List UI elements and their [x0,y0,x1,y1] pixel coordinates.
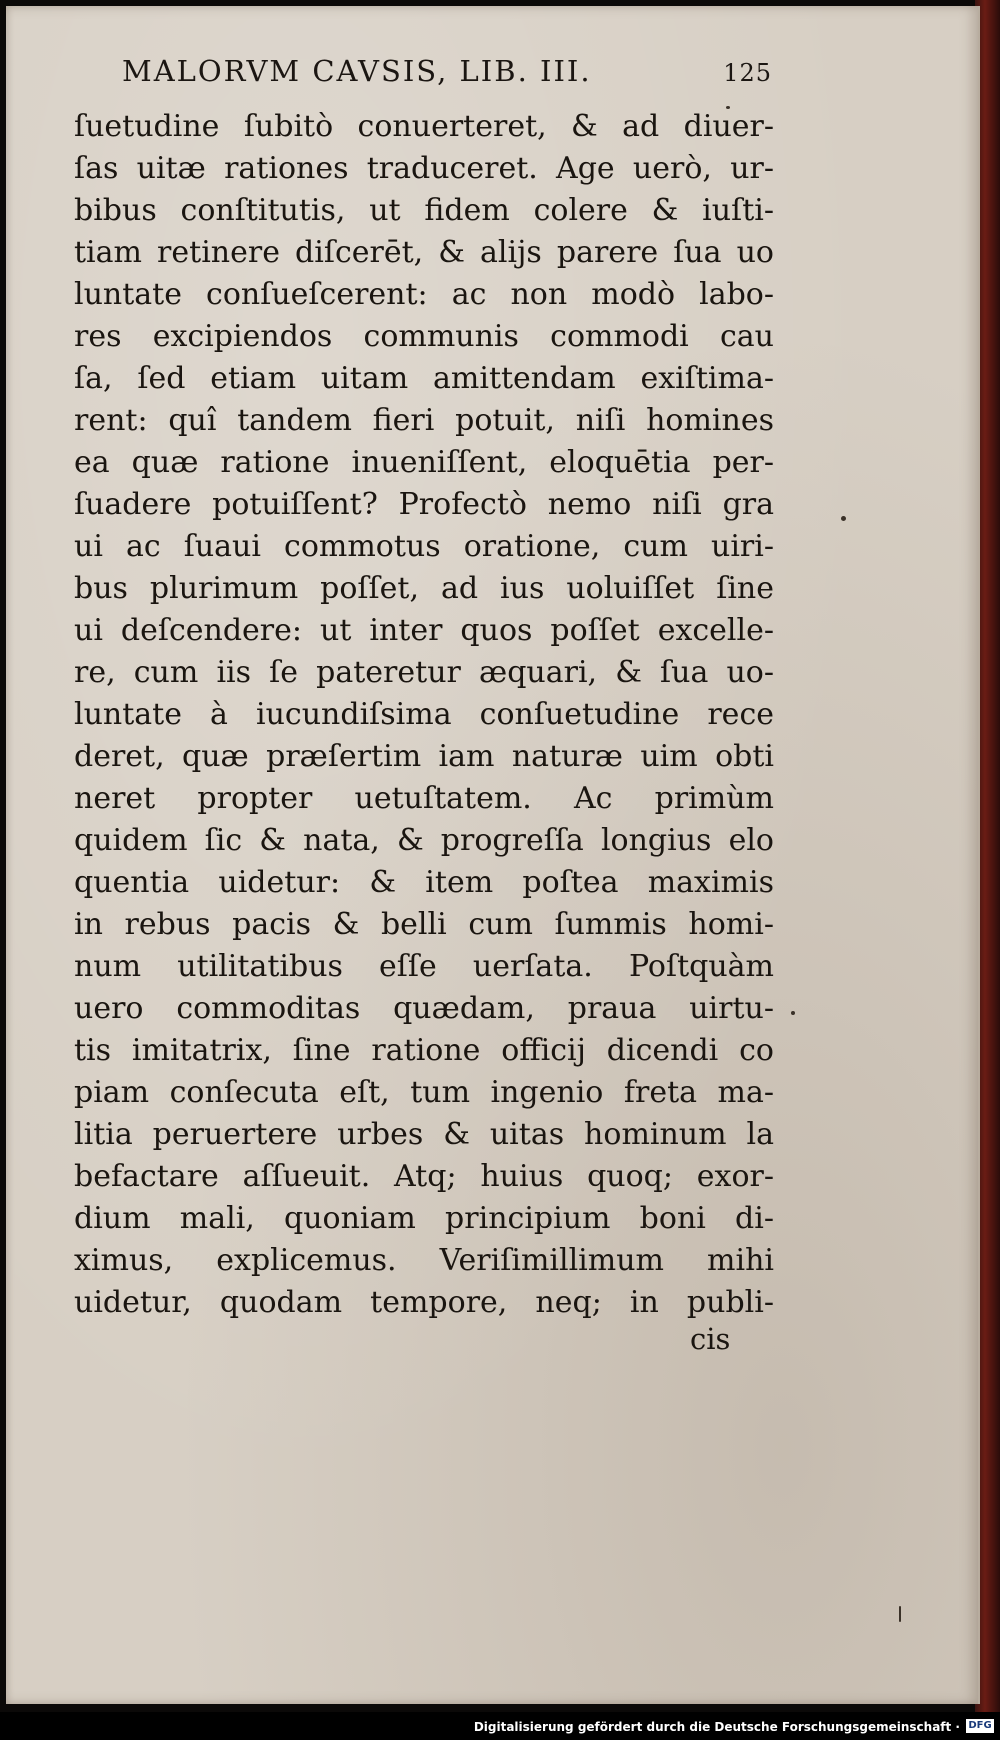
text-line: quentia uidetur: & item poſtea maximis [74,865,774,900]
text-line: quidem ſic & nata, & progreſſa longius elo [74,823,774,858]
body-text [74,106,774,1324]
text-line: ea quæ ratione inueniſſent, eloquētia per- [74,445,774,480]
folio-number: 125 [723,59,772,87]
text-line: uero commoditas quædam, praua uirtu- [74,991,774,1026]
text-line: ſuetudine ſubitò conuerteret, & ad diuer- [74,109,774,144]
ink-speck [791,1011,795,1015]
catchword: cis [690,1322,731,1356]
text-line: bibus conſtitutis, ut fidem colere & iuſti- [74,193,774,228]
text-line: rent: quî tandem fieri potuit, niſi homines [74,403,774,438]
text-line: tiam retinere diſcerēt, & alijs parere ſua uo [74,235,774,270]
text-line: ui deſcendere: ut inter quos poſſet excelle- [74,613,774,648]
text-line: litia peruertere urbes & uitas hominum la [74,1117,774,1152]
text-line: bus plurimum poſſet, ad ius uoluiſſet ſine [74,571,774,606]
text-line: ſas uitæ rationes traduceret. Age uerò, ur- [74,151,774,186]
dfg-logo: DFG [966,1719,994,1733]
text-line: in rebus pacis & belli cum ſummis homi- [74,907,774,942]
text-line: luntate à iucundiſsima conſuetudine rece [74,697,774,732]
text-line: dium mali, quoniam principium boni di- [74,1201,774,1236]
running-header [122,54,772,88]
text-line: luntate conſueſcerent: ac non modò labo- [74,277,774,312]
text-line: ſa, ſed etiam uitam amittendam exiſtima- [74,361,774,396]
text-line: ximus, explicemus. Veriſimillimum mihi [74,1243,774,1278]
text-line: piam conſecuta eſt, tum ingenio freta ma- [74,1075,774,1110]
text-line: ui ac ſuaui commotus oratione, cum uiri- [74,529,774,564]
text-line: res excipiendos communis commodi cau [74,319,774,354]
funding-credit: Digitalisierung gefördert durch die Deutsche Forschungsgemeinschaft · [473,1720,960,1734]
running-title: MALORVM CAVSIS, LIB. III. [122,54,592,88]
text-line: ſuadere potuiſſent? Profectò nemo niſi gra [74,487,774,522]
text-line: uidetur, quodam tempore, neq; in publi- [74,1285,774,1320]
text-line: num utilitatibus eſſe uerſata. Poſtquàm [74,949,774,984]
text-line: neret propter uetuſtatem. Ac primùm [74,781,774,816]
ink-speck [899,1606,901,1622]
ink-speck [841,516,846,521]
text-line: tis imitatrix, ſine ratione officij dicendi co [74,1033,774,1068]
text-line: befactare aſſueuit. Atq; huius quoq; exor- [74,1159,774,1194]
text-line: re, cum iis ſe pateretur æquari, & ſua uo- [74,655,774,690]
text-line: deret, quæ præſertim iam naturæ uim obti [74,739,774,774]
